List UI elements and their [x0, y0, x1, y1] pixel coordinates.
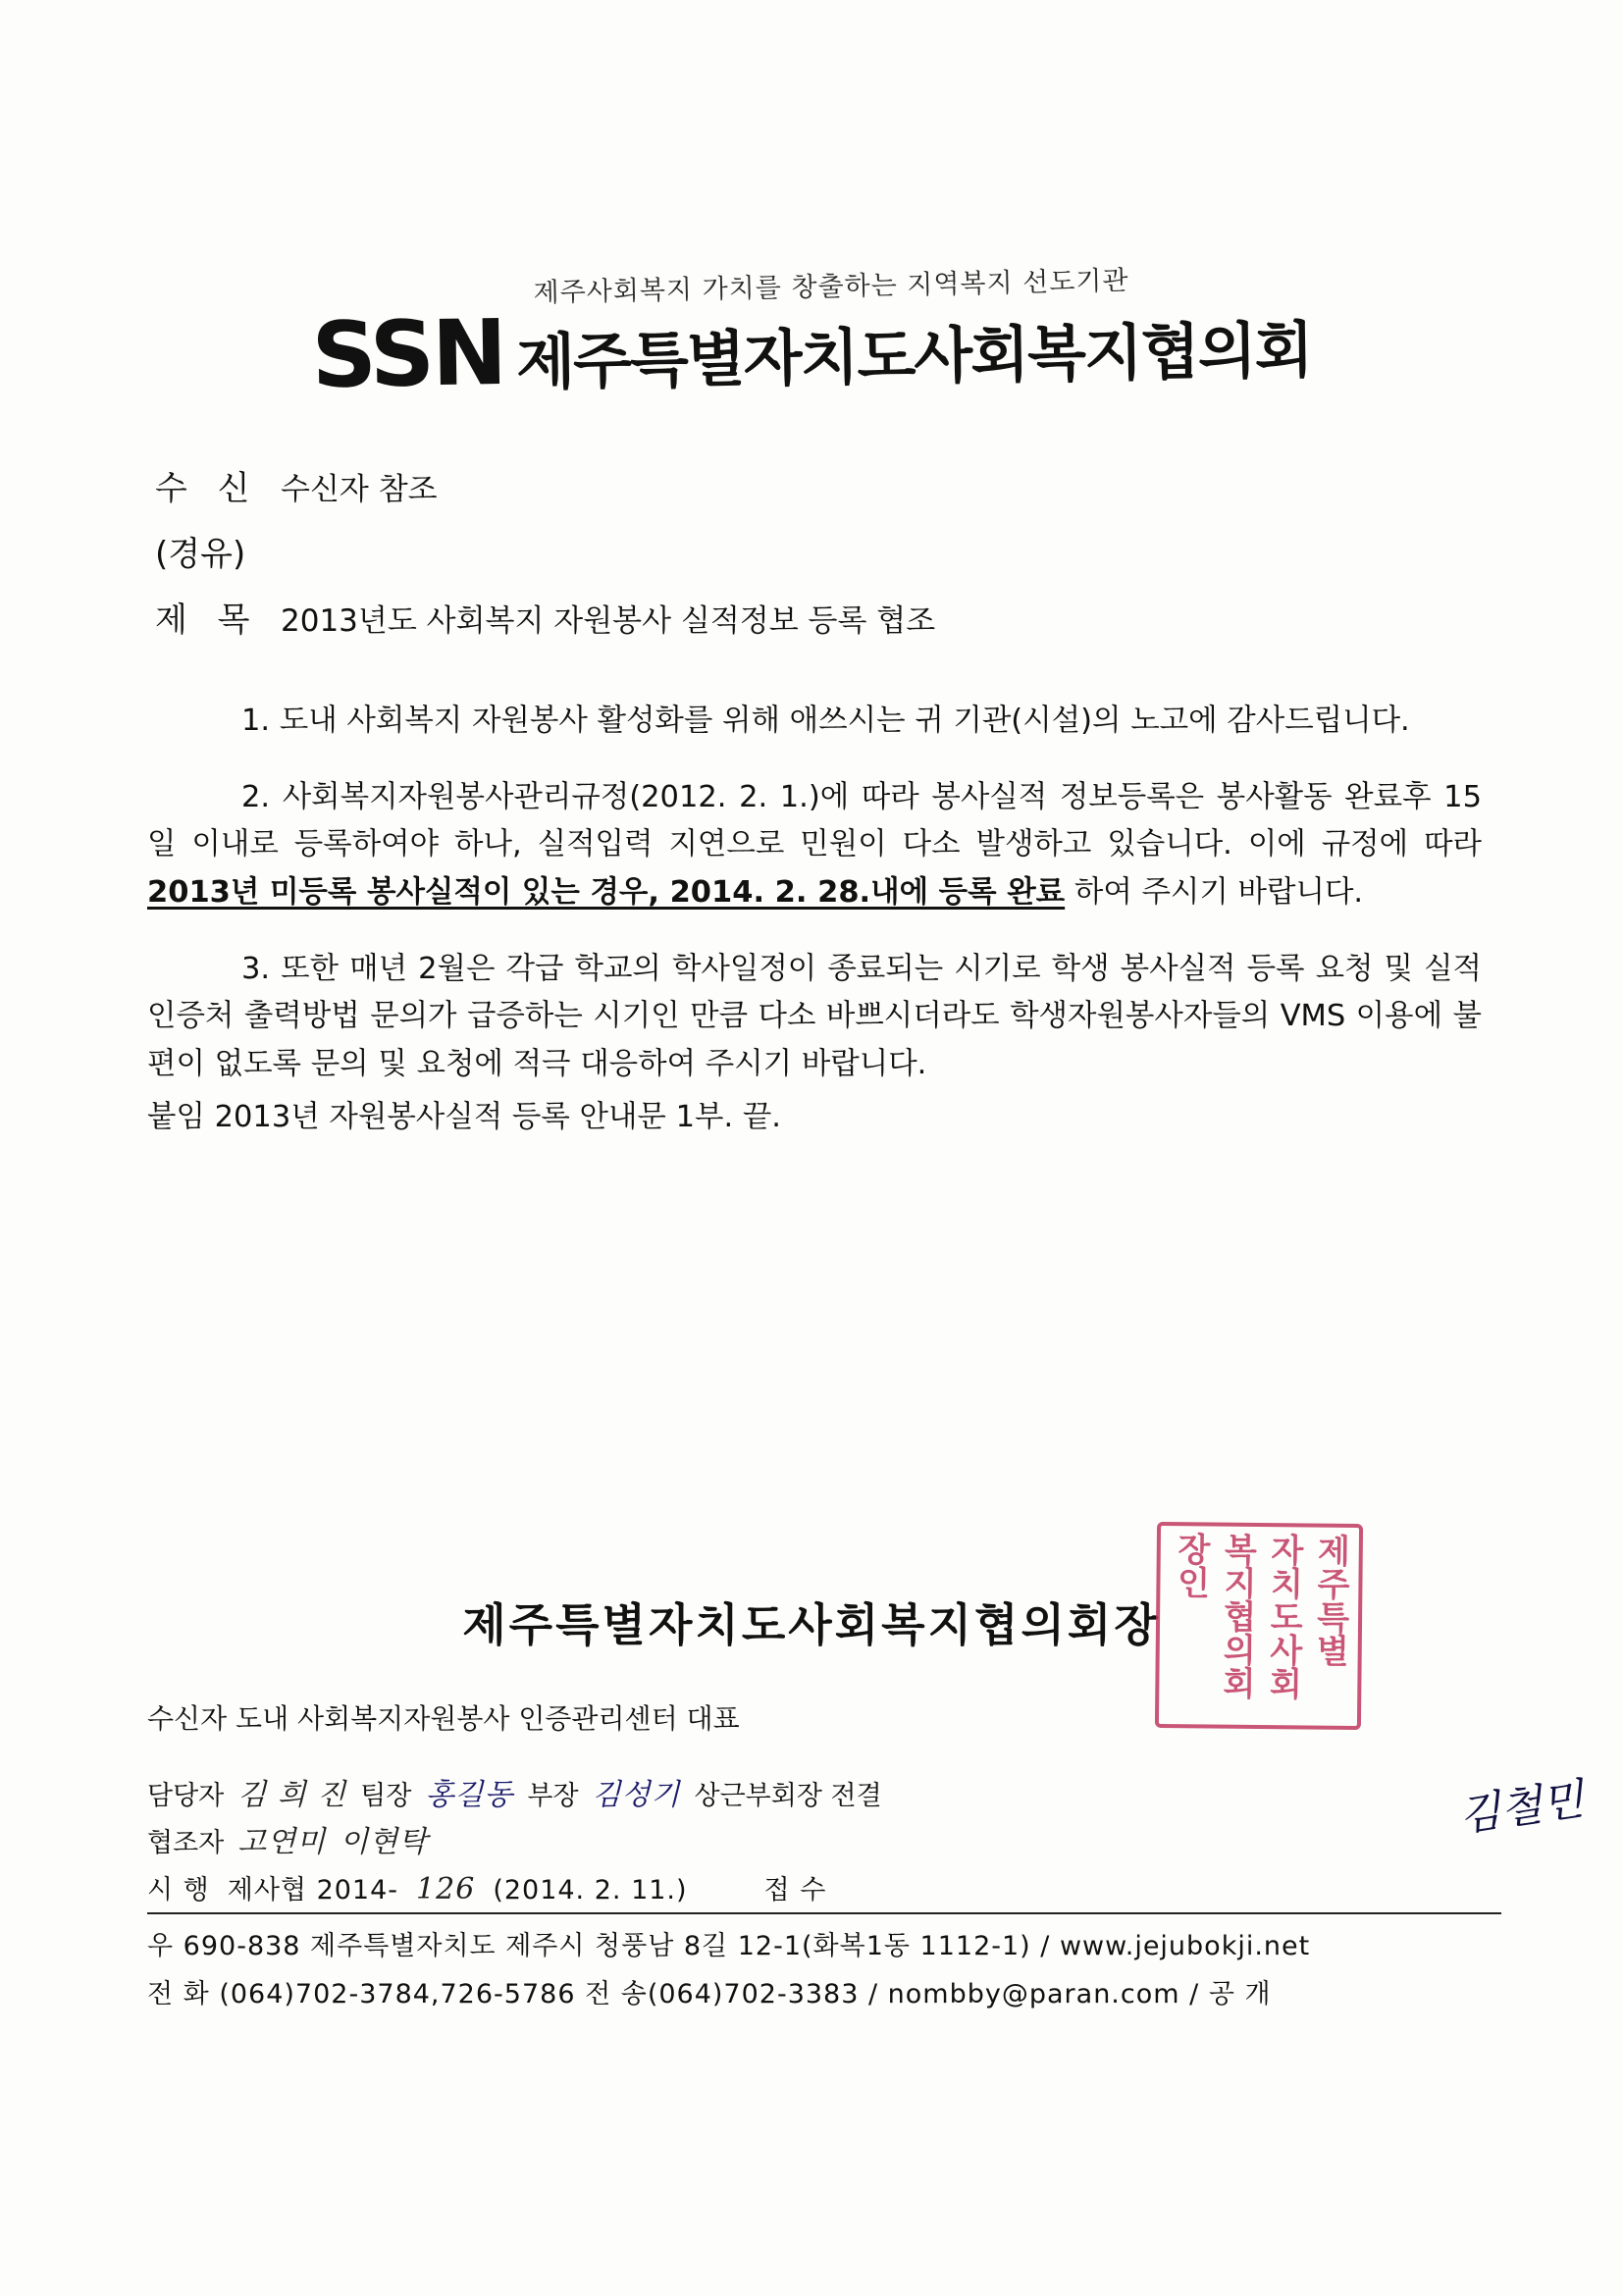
- via-label: (경유): [155, 535, 246, 574]
- footer-divider: [147, 1912, 1501, 1914]
- signature-block: [0, 1590, 1623, 1654]
- approval-line: [147, 1770, 1501, 1813]
- issue-doc-number: 제사협 2014-: [227, 1875, 399, 1905]
- letterhead-tagline: 제주사회복지 가치를 창출하는 지역복지 선도기관: [533, 265, 1129, 309]
- ssn-logo: SSN: [310, 299, 505, 408]
- issue-label: 시 행: [147, 1875, 210, 1905]
- signature-title: 제주특별자치도사회복지협의회장: [462, 1598, 1161, 1651]
- letterhead: [0, 265, 1623, 408]
- document-body: [147, 667, 1482, 1145]
- recipient-row: [155, 461, 1470, 509]
- team-leader-signature: 홍길동: [425, 1778, 514, 1812]
- recipient-list: 수신자 도내 사회복지자원봉사 인증관리센터 대표: [147, 1702, 740, 1735]
- seal-text-3: 복지협의회: [1216, 1532, 1258, 1699]
- subject-row: [155, 593, 1470, 641]
- seal-text-4: 장인: [1170, 1532, 1211, 1599]
- body-paragraph-3-text: 3. 또한 매년 2월은 각급 학교의 학사일정이 종료되는 시기로 학생 봉사실적 등록 요청 및 실적인증처 출력방법 문의가 급증하는 시기인 만큼 다소 바쁘시더라도 학생자원봉사자들의 VMS 이용에 불편이 없도록 문의 및 요청에 적극 대응하여 주시기 바랍니다.: [147, 952, 1482, 1081]
- attachment-line: 붙임 2013년 자원봉사실적 등록 안내문 1부. 끝.: [147, 1099, 781, 1134]
- document-footer: [147, 1697, 1501, 2010]
- cooperator-label: 협조자: [147, 1828, 225, 1858]
- recipient-value: 수신자 참조: [281, 472, 438, 507]
- organization-name: 제주특별자치도사회복지협의회: [515, 313, 1313, 398]
- body-paragraph-3: [147, 946, 1482, 1088]
- via-row: [155, 527, 1470, 575]
- body-paragraph-2-part-b: 하여 주시기 바랍니다.: [1065, 874, 1364, 910]
- body-paragraph-1-text: 1. 도내 사회복지 자원봉사 활성화를 위해 애쓰시는 귀 기관(시설)의 노고에 감사드립니다.: [241, 703, 1410, 738]
- cooperator-line: [147, 1817, 1501, 1860]
- body-paragraph-1: [147, 698, 1482, 745]
- issue-date: (2014. 2. 11.): [493, 1875, 688, 1905]
- cooperator-name-1: 고연미: [237, 1825, 327, 1859]
- cooperator-name-2: 이현탁: [340, 1825, 429, 1859]
- subject-value: 2013년도 사회복지 자원봉사 실적정보 등록 협조: [281, 603, 936, 639]
- director-signature: 김성기: [592, 1778, 681, 1812]
- subject-label: 제 목: [155, 600, 260, 640]
- body-paragraph-2-underlined: 2013년 미등록 봉사실적이 있는 경우, 2014. 2. 28.내에 등록 완료: [147, 874, 1066, 910]
- header-fields: [155, 461, 1470, 658]
- body-paragraph-2-part-a: 2. 사회복지자원봉사관리규정(2012. 2. 1.)에 따라 봉사실적 정보등록은 봉사활동 완료후 15일 이내로 등록하여야 하나, 실적입력 지연으로 민원이 다소 발생하고 있습니다. 이에 규정에 따라: [147, 780, 1482, 862]
- body-paragraph-2: [147, 774, 1482, 916]
- officer-label: 담당자: [147, 1781, 225, 1811]
- officer-name: 김 희 진: [237, 1778, 347, 1812]
- recipient-label: 수 신: [155, 469, 260, 508]
- vice-chair-label: 상근부회장 전결: [694, 1781, 882, 1811]
- issue-line: [147, 1868, 1501, 1906]
- receipt-label: 접 수: [763, 1875, 827, 1905]
- address-line: 우 690-838 제주특별자치도 제주시 청풍남 8길 12-1(화복1동 1112-1) / www.jejubokji.net: [147, 1931, 1311, 1961]
- seal-text-2: 자치도사회: [1262, 1533, 1304, 1700]
- team-leader-label: 팀장: [360, 1781, 412, 1811]
- seal-text-1: 제주특별: [1309, 1533, 1351, 1667]
- director-label: 부장: [527, 1781, 579, 1811]
- handwritten-signature: 김철민: [1456, 1774, 1588, 1842]
- issue-serial: 126: [416, 1872, 476, 1906]
- contact-line: 전 화 (064)702-3784,726-5786 전 송(064)702-3383 / nombby@paran.com / 공 개: [147, 1979, 1272, 2009]
